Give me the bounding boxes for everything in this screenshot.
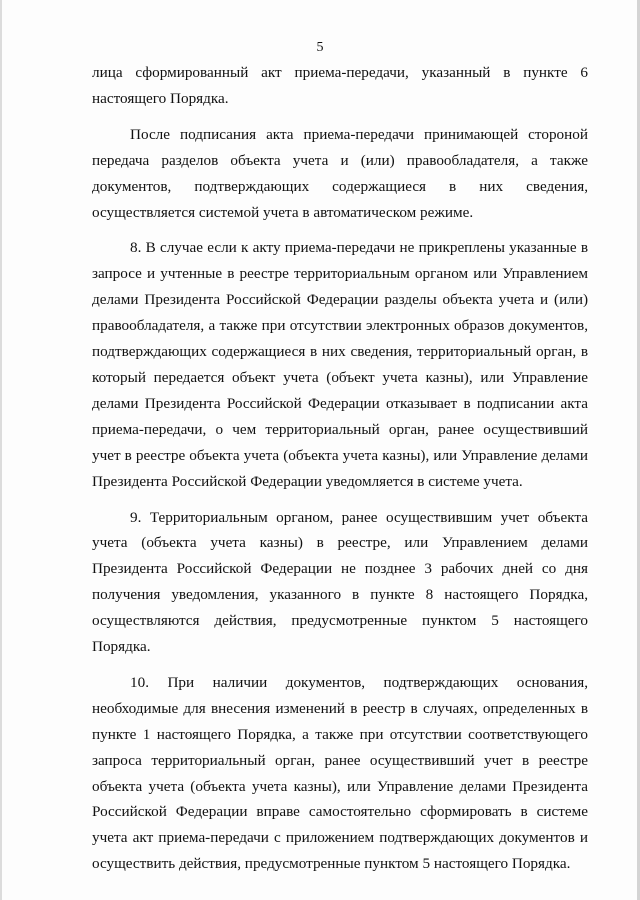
scan-edge-left [0, 0, 2, 900]
paragraph-item-9: 9. Территориальным органом, ранее осуществившим учет объекта учета (объекта учета казны) в реестре, или Управлением делами Президента Российской Федерации не позднее 3 рабочих дней со дня получения уведомления, указанного в пункте 8 настоящего Порядка, осуществляются действия, предусмотренные пунктом 5 настоящего Порядка. [92, 508, 588, 656]
paragraph-continuation: лица сформированный акт приема-передачи, указанный в пункте 6 настоящего Порядка. [92, 64, 588, 107]
page-number: 5 [316, 40, 324, 55]
paragraph-item-10: 10. При наличии документов, подтверждающих основания, необходимые для внесения изменений в реестр в случаях, определенных в пункте 1 настоящего Порядка, а также при отсутствии соответствующего запроса территориальный орган, ранее осуществивший учет в реестре объекта учета (объекта учета казны), или Управление делами Президента Российской Федерации вправе самостоятельно сформировать в системе учета акт приема-передачи с приложением подтверждающих документов и осуществить действия, предусмотренные пунктом 5 настоящего Порядка. [92, 673, 588, 873]
document-body [92, 60, 588, 877]
paragraph-item-8: 8. В случае если к акту приема-передачи не прикреплены указанные в запросе и учтенные в реестре территориальным органом или Управлением делами Президента Российской Федерации разделы объекта учета и (или) правообладателя, а также при отсутствии электронных образов документов, подтверждающих содержащиеся в них сведения, территориальный орган, в который передается объект учета (объект учета казны), или Управление делами Президента Российской Федерации отказывает в подписании акта приема-передачи, о чем территориальный орган, ранее осуществивший учет в реестре объекта учета (объекта учета казны), или Управление делами Президента Российской Федерации уведомляется в системе учета. [92, 239, 588, 490]
paragraph-signing: После подписания акта приема-передачи принимающей стороной передача разделов объекта учета и (или) правообладателя, а также документов, подтверждающих содержащиеся в них сведения, осуществляется системой учета в автоматическом режиме. [92, 125, 588, 221]
